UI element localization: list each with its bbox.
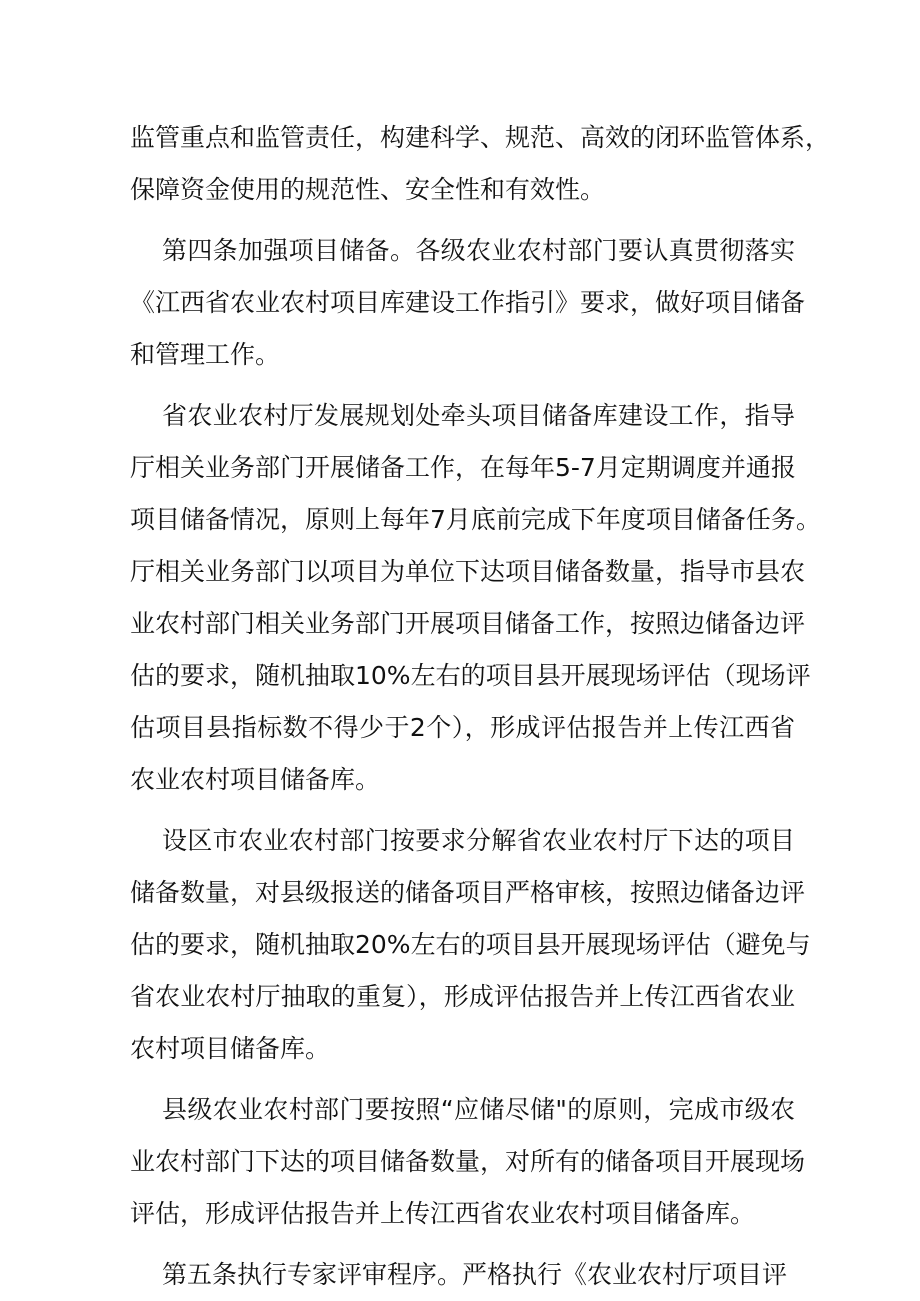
text-line: 项目储备情况，原则上每年7月底前完成下年度项目储备任务。 [130,505,821,534]
paragraph [130,390,821,806]
text-line: 业农村部门下达的项目储备数量，对所有的储备项目开展现场 [130,1147,806,1176]
paragraph [130,225,806,381]
text-line: 储备数量，对县级报送的储备项目严格审核，按照边储备边评 [130,878,806,907]
document-body [130,112,831,1301]
text-line: 监管重点和监管责任，构建科学、规范、高效的闭环监管体系， [130,123,831,152]
paragraph [130,1084,806,1240]
text-line: 估的要求，随机抽取20%左右的项目县开展现场评估（避免与 [130,930,811,959]
text-line: 估的要求，随机抽取10%左右的项目县开展现场评估（现场评 [130,661,811,690]
text-line: 省农业农村厅发展规划处牵头项目储备库建设工作，指导 [162,401,795,430]
text-line: 农村项目储备库。 [130,1034,331,1063]
text-line: 设区市农业农村部门按要求分解省农业农村厅下达的项目 [162,826,795,855]
text-line: 第四条加强项目储备。各级农业农村部门要认真贯彻落实 [162,236,795,265]
paragraph [130,112,831,216]
paragraph [130,815,811,1075]
text-line: 厅相关业务部门以项目为单位下达项目储备数量，指导市县农 [130,557,806,586]
text-line: 评估，形成评估报告并上传江西省农业农村项目储备库。 [130,1199,756,1228]
text-line: 《江西省农业农村项目库建设工作指引》要求，做好项目储备 [130,288,806,317]
text-line: 业农村部门相关业务部门开展项目储备工作，按照边储备边评 [130,609,806,638]
text-line: 第五条执行专家评审程序。严格执行《农业农村厅项目评 [162,1260,788,1289]
text-line: 厅相关业务部门开展储备工作，在每年5-7月定期调度并通报 [130,453,796,482]
text-line: 保障资金使用的规范性、安全性和有效性。 [130,175,606,204]
text-line: 县级农业农村部门要按照“应储尽储"的原则，完成市级农 [162,1095,795,1124]
text-line: 估项目县指标数不得少于2个），形成评估报告并上传江西省 [130,713,795,742]
text-line: 省农业农村厅抽取的重复），形成评估报告并上传江西省农业 [130,982,795,1011]
text-line: 农业农村项目储备库。 [130,765,381,794]
text-line: 和管理工作。 [130,340,281,369]
paragraph [130,1249,795,1301]
